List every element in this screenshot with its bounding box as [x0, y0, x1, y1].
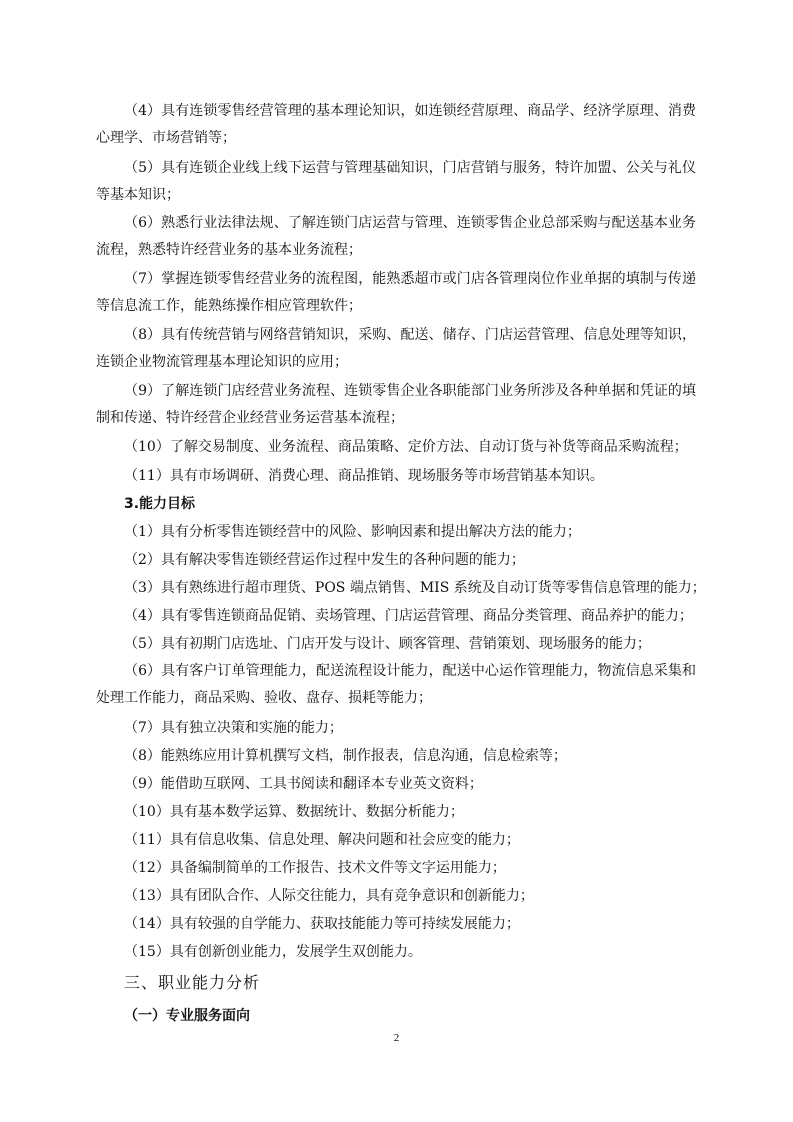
knowledge-item-10: （10）了解交易制度、业务流程、商品策略、定价方法、自动订货与补货等商品采购流程；: [124, 439, 688, 455]
ability-heading: 3.能力目标: [124, 496, 196, 512]
knowledge-item-11: （11）具有市场调研、消费心理、商品推销、现场服务等市场营销基本知识。: [124, 468, 604, 484]
ability-item-3: （3）具有熟练进行超市理货、POS 端点销售、MIS 系统及自动订货等零售信息管理的能力；: [124, 580, 706, 596]
ability-item-7: （7）具有独立决策和实施的能力；: [124, 720, 343, 736]
ability-item-8: （8）能熟练应用计算机撰写文档，制作报表，信息沟通，信息检索等；: [124, 748, 567, 764]
ability-item-1: （1）具有分析零售连锁经营中的风险、影响因素和提出解决方法的能力；: [124, 524, 581, 540]
knowledge-item-5: （5）具有连锁企业线上线下运营与管理基础知识，门店营销与服务，特许加盟、公关与礼仪等基本知识；: [96, 160, 696, 203]
knowledge-item-8: （8）具有传统营销与网络营销知识，采购、配送、储存、门店运营管理、信息处理等知识，连锁企业物流管理基本理论知识的应用；: [96, 327, 696, 370]
ability-item-12: （12）具备编制简单的工作报告、技术文件等文字运用能力；: [124, 860, 506, 876]
ability-item-13: （13）具有团队合作、人际交往能力，具有竞争意识和创新能力；: [124, 888, 534, 904]
subsection-heading: （一）专业服务面向: [124, 1008, 250, 1024]
knowledge-item-6: （6）熟悉行业法律法规、了解连锁门店运营与管理、连锁零售企业总部采购与配送基本业务流程，熟悉特许经营业务的基本业务流程；: [96, 215, 696, 258]
ability-item-6: （6）具有客户订单管理能力，配送流程设计能力，配送中心运作管理能力，物流信息采集和处理工作能力，商品采购、验收、盘存、损耗等能力；: [96, 663, 696, 706]
ability-item-9: （9）能借助互联网、工具书阅读和翻译本专业英文资料；: [124, 776, 483, 792]
ability-item-2: （2）具有解决零售连锁经营运作过程中发生的各种问题的能力；: [124, 552, 525, 568]
ability-item-11: （11）具有信息收集、信息处理、解决问题和社会应变的能力；: [124, 832, 520, 848]
ability-item-14: （14）具有较强的自学能力、获取技能能力等可持续发展能力；: [124, 916, 520, 932]
section-heading: 三、职业能力分析: [124, 973, 261, 992]
ability-item-15: （15）具有创新创业能力，发展学生双创能力。: [124, 944, 422, 960]
knowledge-item-7: （7）掌握连锁零售经营业务的流程图，能熟悉超市或门店各管理岗位作业单据的填制与传递等信息流工作，能熟练操作相应管理软件；: [96, 271, 696, 314]
ability-item-4: （4）具有零售连锁商品促销、卖场管理、门店运营管理、商品分类管理、商品养护的能力；: [124, 608, 693, 624]
knowledge-item-9: （9）了解连锁门店经营业务流程、连锁零售企业各职能部门业务所涉及各种单据和凭证的填制和传递、特许经营企业经营业务运营基本流程；: [96, 383, 696, 426]
ability-item-10: （10）具有基本数学运算、数据统计、数据分析能力；: [124, 804, 464, 820]
knowledge-item-4: （4）具有连锁零售经营管理的基本理论知识，如连锁经营原理、商品学、经济学原理、消费心理学、市场营销等；: [96, 103, 696, 146]
page-number: 2: [393, 1032, 400, 1044]
ability-item-5: （5）具有初期门店选址、门店开发与设计、顾客管理、营销策划、现场服务的能力；: [124, 636, 651, 652]
